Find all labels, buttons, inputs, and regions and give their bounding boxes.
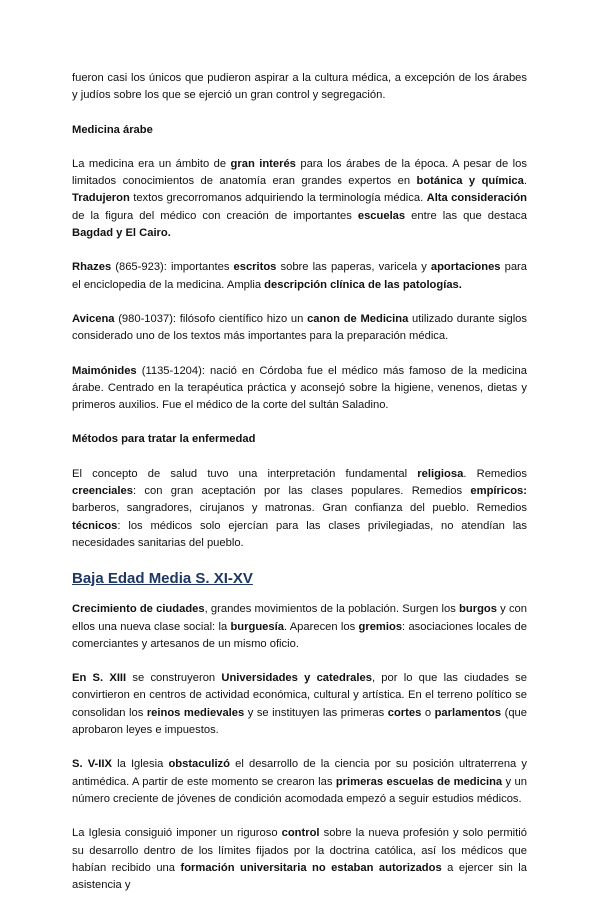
text-run: (1135-1204): nació en Córdoba fue el médico más famoso de la medicina árabe. Centrado en la terapéutica práctica y aconsejó sobre la higiene, venenos, dietas y primeros auxilios. Fue el médico de la corte del sultán Saladino. [72,364,527,412]
paragraph-medicina-arabe [72,156,527,242]
text-run: barberos, sangradores, cirujanos y matronas. Gran confianza del pueblo. Remedios [72,502,527,515]
text-run: . [523,175,527,188]
text-run: . Aparecen los [283,620,359,633]
bold-run: Tradujeron [72,192,130,205]
bold-run: aportaciones [430,261,501,274]
bold-run: Rhazes [72,261,112,274]
bold-run: control [281,827,320,840]
text-run: , grandes movimientos de la población. Surgen los [204,603,460,616]
paragraph-rhazes [72,259,527,294]
bold-run: Alta consideración [426,192,527,205]
text-run: : asociaciones locales de comerciantes y artesanos de un mismo oficio. [72,620,527,650]
bold-run: Bagdad y El Cairo. [72,227,171,240]
text-run: para los árabes de la época. A pesar de los limitados conocimientos de anatomía eran grandes expertos en [72,157,527,188]
bold-run: gran interés [230,157,296,170]
text-run: entre las que destaca [405,209,527,222]
bold-run: Avicena [72,312,115,325]
text-run: sobre la nueva profesión y solo permitió su desarrollo dentro de los límites fijados por la doctrina católica, así los médicos que habían recibido una [72,827,527,874]
paragraph-metodos [72,466,527,552]
bold-run: Maimónides [72,364,137,377]
paragraph-intro-continuation [72,70,527,105]
bold-run: reinos medievales [146,706,245,719]
text-run: y con ellos una nueva clase social: la [72,603,527,633]
text-run: se construyeron [126,672,222,685]
bold-run: escritos [233,261,277,274]
text-run: fueron casi los únicos que pudieron aspirar a la cultura médica, a excepción de los árabes y judíos sobre los que se ejerció un gran control y segregación. [72,72,527,102]
bold-run: Universidades y catedrales [221,672,372,685]
text-run: La Iglesia consiguió imponer un riguroso [72,827,282,840]
text-run: a ejercer sin la asistencia y [72,861,527,892]
bold-run: técnicos [72,519,118,532]
heading-baja-edad-media: Baja Edad Media S. XI-XV [72,570,253,588]
bold-run: En S. XIII [72,672,127,685]
bold-run: botánica y química [416,175,524,188]
text-run: la Iglesia [111,758,169,771]
bold-run: empíricos: [470,485,527,498]
bold-run: parlamentos [434,706,502,719]
paragraph-universidades [72,670,527,739]
text-run: (que aprobaron leyes e impuestos. [72,706,528,737]
text-run: : los médicos solo ejercían para las clases privilegiadas, no atendían las necesidades sanitarias del pueblo. [72,519,527,549]
bold-run: S. V-IIX [72,758,112,771]
text-run: (865-923): importantes [111,261,234,274]
heading-medicina-arabe: Medicina árabe [72,123,153,136]
text-run: . Remedios [463,467,527,480]
text-run: El concepto de salud tuvo una interpretación fundamental [72,467,418,480]
text-run: el desarrollo de la ciencia por su posición ultraterrena y antimédica. A partir de este momento se crearon las [72,758,528,788]
text-run: de la figura del médico con creación de importantes [72,209,358,222]
text-run: utilizado durante siglos considerado uno de los textos más importantes para la preparación médica. [72,312,527,343]
bold-run: descripción clínica de las patologías. [264,278,462,291]
bold-run: creenciales [72,485,133,498]
heading-metodos: Métodos para tratar la enfermedad [72,433,256,446]
bold-run: Crecimiento de ciudades [72,603,205,616]
text-run: (980-1037): filósofo científico hizo un [114,312,308,325]
paragraph-avicena [72,311,527,346]
text-run: para el enciclopedia de la medicina. Amplia [72,261,527,291]
bold-run: obstaculizó [168,758,230,771]
bold-run: primeras escuelas de medicina [335,775,503,788]
bold-run: burguesía [230,620,284,633]
bold-run: escuelas [357,209,406,222]
bold-run: cortes [387,706,422,719]
text-run: y se instituyen las primeras [244,706,388,719]
text-run: y un número creciente de jóvenes de condición acomodada empezó a seguir estudios médicos. [72,775,527,805]
text-run: La medicina era un ámbito de [72,157,231,170]
bold-run: canon de Medicina [307,312,409,325]
text-run: o [421,706,435,719]
page-body [72,70,527,911]
text-run: , por lo que las ciudades se convirtieron en centros de actividad económica, cultural y artística. En el terreno político se consolidan los [72,672,527,719]
bold-run: formación universitaria no estaban autorizados [180,861,442,874]
bold-run: gremios [358,620,403,633]
paragraph-iglesia-control [72,825,527,894]
text-run: sobre las paperas, varicela y [276,261,431,274]
paragraph-maimonides [72,363,527,415]
bold-run: burgos [459,603,497,616]
bold-run: religiosa [417,467,464,480]
text-run: textos grecorromanos adquiriendo la terminología médica. [129,192,427,205]
paragraph-ciudades [72,601,527,653]
text-run: : con gran aceptación por las clases populares. Remedios [132,485,471,498]
paragraph-iglesia-obstaculizo [72,756,527,808]
